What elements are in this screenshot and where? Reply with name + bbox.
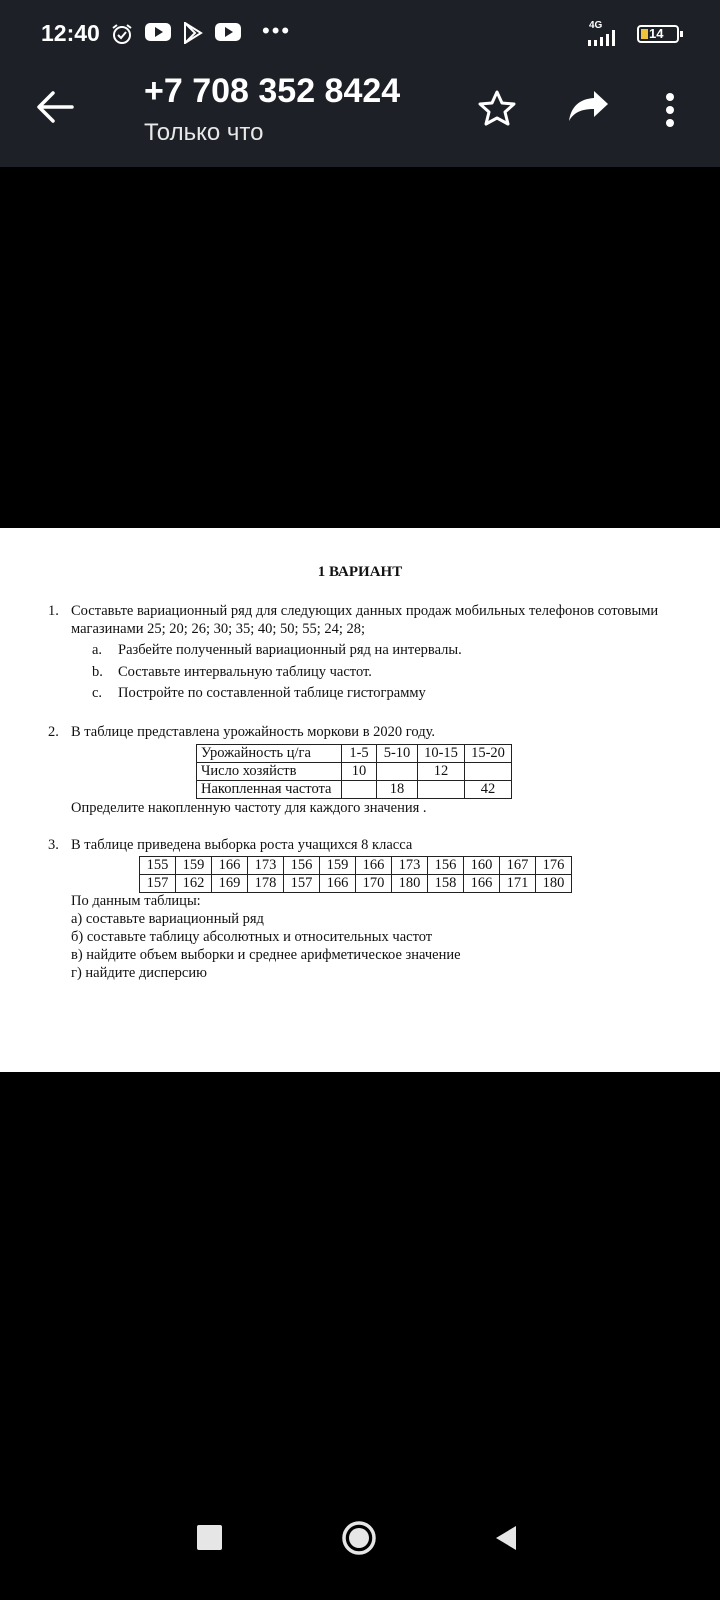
q1-number: 1.: [48, 603, 59, 619]
q3-d: г) найдите дисперсию: [71, 965, 207, 981]
status-time: 12:40: [41, 20, 100, 46]
back-arrow-icon[interactable]: [36, 90, 74, 124]
q1-c-marker: c.: [92, 685, 103, 701]
table-cell: 166: [320, 875, 356, 893]
q3-c: в) найдите объем выборки и среднее арифметическое значение: [71, 947, 461, 963]
navigation-bar: [0, 1480, 720, 1600]
table-cell: 180: [392, 875, 428, 893]
q1-c: Постройте по составленной таблице гистограмму: [118, 685, 426, 701]
q1-b-marker: b.: [92, 664, 103, 680]
table-cell: 169: [212, 875, 248, 893]
table-cell: 159: [176, 857, 212, 875]
status-bar: [0, 0, 720, 66]
document-heading: 1 ВАРИАНТ: [317, 564, 403, 580]
document-image[interactable]: [0, 528, 720, 1072]
q3-number: 3.: [48, 837, 59, 853]
table-cell: 5-10: [377, 745, 418, 763]
table-row: [140, 857, 572, 875]
battery-level: 14: [649, 26, 664, 41]
q1-line1: Составьте вариационный ряд для следующих данных продаж мобильных телефонов сотовыми: [71, 603, 659, 619]
table-cell: 160: [464, 857, 500, 875]
height-table: [139, 856, 572, 893]
q3-intro: По данным таблицы:: [71, 893, 201, 909]
table-cell: 10-15: [418, 745, 465, 763]
alarm-icon: [110, 22, 134, 46]
q1-a: Разбейте полученный вариационный ряд на интервалы.: [118, 642, 462, 658]
q3-a: а) составьте вариационный ряд: [71, 911, 264, 927]
table-cell: 156: [284, 857, 320, 875]
table-cell: Накопленная частота: [197, 781, 342, 799]
q3-b: б) составьте таблицу абсолютных и относительных частот: [71, 929, 433, 945]
q1-b: Составьте интервальную таблицу частот.: [118, 664, 372, 680]
table-cell: 173: [248, 857, 284, 875]
table-cell: 1-5: [342, 745, 377, 763]
contact-title: +7 708 352 8424: [144, 72, 401, 110]
table-cell: 12: [418, 763, 465, 781]
table-cell: 159: [320, 857, 356, 875]
message-time: Только что: [144, 119, 264, 146]
table-cell: 42: [465, 781, 512, 799]
more-notifications-icon: •••: [262, 18, 292, 43]
q1-line2: магазинами 25; 20; 26; 30; 35; 40; 50; 55; 24; 28;: [71, 621, 366, 637]
q2-after: Определите накопленную частоту для каждого значения .: [71, 800, 427, 816]
back-triangle-icon[interactable]: [494, 1525, 518, 1551]
table-cell: 156: [428, 857, 464, 875]
q2-number: 2.: [48, 724, 59, 740]
table-cell: 167: [500, 857, 536, 875]
table-row: [197, 763, 512, 781]
table-row: [197, 745, 512, 763]
table-cell: 166: [464, 875, 500, 893]
table-cell: [342, 781, 377, 799]
table-cell: Число хозяйств: [197, 763, 342, 781]
network-type: 4G: [589, 20, 603, 31]
youtube-icon-2: [215, 22, 241, 42]
star-icon[interactable]: [477, 89, 517, 127]
table-cell: [377, 763, 418, 781]
table-cell: 178: [248, 875, 284, 893]
q1-a-marker: a.: [92, 642, 103, 658]
q2-text: В таблице представлена урожайность моркови в 2020 году.: [71, 724, 436, 740]
table-cell: 171: [500, 875, 536, 893]
table-row: [197, 781, 512, 799]
table-cell: 10: [342, 763, 377, 781]
play-store-icon: [182, 22, 204, 44]
more-options-icon[interactable]: [665, 92, 675, 128]
home-circle-icon[interactable]: [341, 1520, 377, 1556]
recents-square-icon[interactable]: [197, 1525, 222, 1550]
table-cell: 15-20: [465, 745, 512, 763]
table-cell: 157: [140, 875, 176, 893]
table-cell: 18: [377, 781, 418, 799]
youtube-icon: [145, 22, 171, 42]
yield-table: [196, 744, 512, 799]
table-cell: Урожайность ц/га: [197, 745, 342, 763]
table-cell: 162: [176, 875, 212, 893]
table-cell: [418, 781, 465, 799]
table-cell: [465, 763, 512, 781]
table-cell: 166: [212, 857, 248, 875]
table-cell: 170: [356, 875, 392, 893]
forward-icon[interactable]: [568, 89, 610, 123]
table-row: [140, 875, 572, 893]
table-cell: 158: [428, 875, 464, 893]
table-cell: 180: [536, 875, 572, 893]
table-cell: 157: [284, 875, 320, 893]
table-cell: 166: [356, 857, 392, 875]
table-cell: 155: [140, 857, 176, 875]
q3-text: В таблице приведена выборка роста учащихся 8 класса: [71, 837, 413, 853]
battery-icon: [637, 25, 679, 43]
table-cell: 176: [536, 857, 572, 875]
table-cell: 173: [392, 857, 428, 875]
signal-icon: [588, 30, 616, 46]
